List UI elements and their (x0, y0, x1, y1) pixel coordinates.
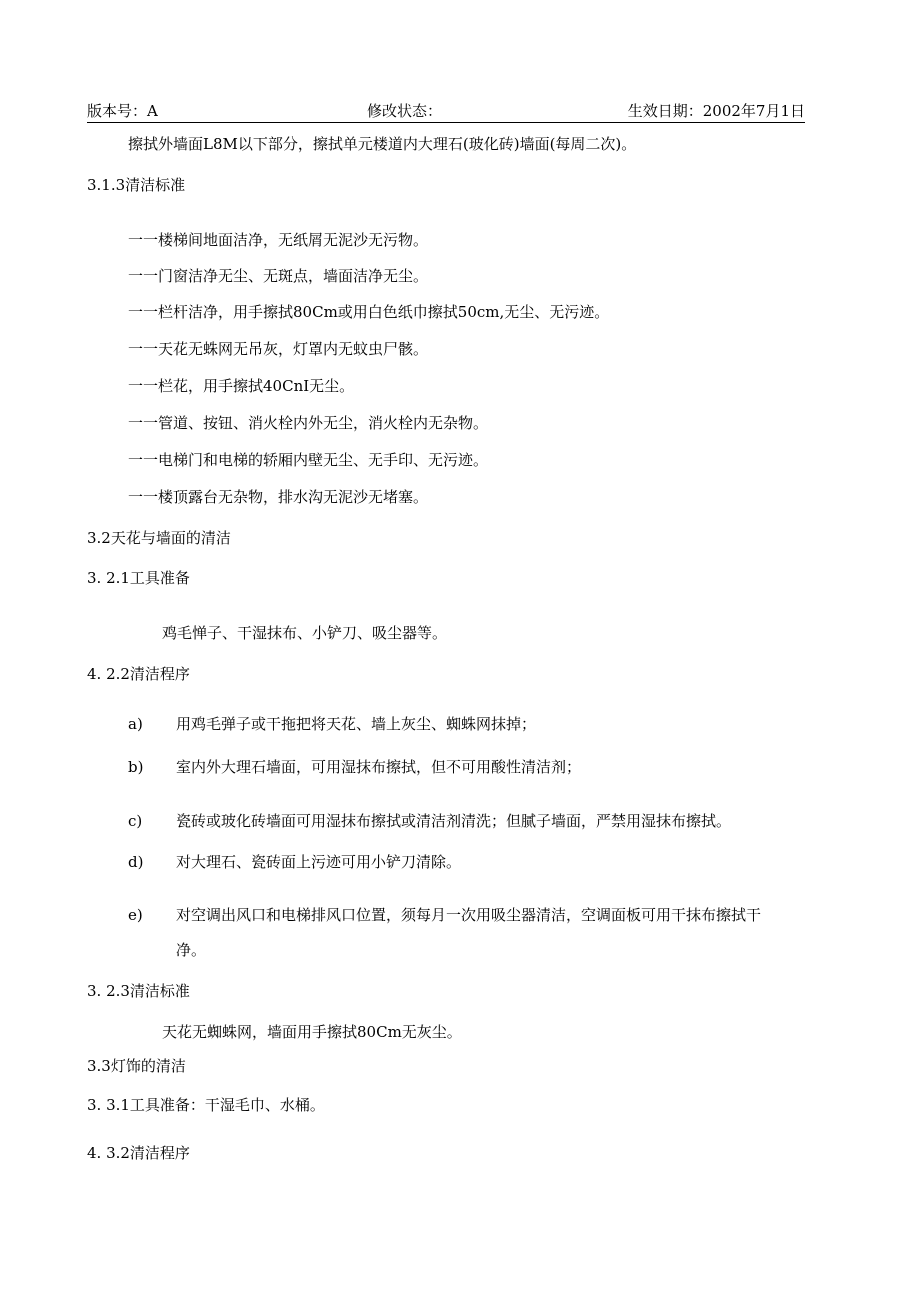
tools-list: 鸡毛惮子、干湿抹布、小铲刀、吸尘器等。 (162, 624, 448, 642)
procedure-step: 用鸡毛弹子或干拖把将天花、墙上灰尘、蜘蛛网抹掉； (176, 715, 537, 733)
section-heading-3-1-3: 3.1.3清洁标准 (87, 176, 186, 194)
list-marker: a) (128, 715, 143, 733)
procedure-step: 瓷砖或玻化砖墙面可用湿抹布擦拭或清洁剂清洗；但腻子墙面，严禁用湿抹布擦拭。 (176, 812, 732, 830)
procedure-step: 对大理石、瓷砖面上污迹可用小铲刀清除。 (176, 853, 462, 871)
standard-item: 一一电梯门和电梯的轿厢内壁无尘、无手印、无污迹。 (128, 451, 489, 469)
standard-item: 一一栏花，用手擦拭40CnI无尘。 (128, 377, 355, 395)
list-marker: c) (128, 812, 143, 830)
list-marker: d) (128, 853, 144, 871)
section-heading-3-2: 3.2天花与墙面的清洁 (87, 529, 231, 547)
procedure-step: 室内外大理石墙面，可用湿抹布擦拭，但不可用酸性清洁剂； (176, 758, 582, 776)
standard-item: 一一楼梯间地面洁净，无纸屑无泥沙无污物。 (128, 231, 429, 249)
subsection-heading-standard: 3. 2.3清洁标准 (87, 982, 190, 1000)
procedure-step-continuation: 净。 (176, 941, 207, 959)
subsection-heading-lamp-tools: 3. 3.1工具准备：干湿毛巾、水桶。 (87, 1096, 325, 1114)
standard-item: 一一门窗洁净无尘、无斑点，墙面洁净无尘。 (128, 267, 429, 285)
subsection-heading-tools: 3. 2.1工具准备 (87, 569, 190, 587)
list-marker: e) (128, 906, 143, 924)
section-heading-3-3: 3.3灯饰的清洁 (87, 1057, 186, 1075)
paragraph-wall-wiping: 擦拭外墙面L8M以下部分，擦拭单元楼道内大理石(玻化砖)墙面(每周二次)。 (128, 135, 637, 153)
effective-date-label: 生效日期：2002年7月1日 (627, 102, 805, 120)
subsection-heading-procedure: 4. 2.2清洁程序 (87, 665, 190, 683)
standard-item: 一一楼顶露台无杂物，排水沟无泥沙无堵塞。 (128, 488, 429, 506)
status-label: 修改状态： (367, 102, 443, 120)
standard-item: 一一天花无蛛网无吊灰，灯罩内无蚊虫尸骸。 (128, 340, 429, 358)
page-header (87, 100, 805, 123)
procedure-step: 对空调出风口和电梯排风口位置，须每月一次用吸尘器清洁，空调面板可用干抹布擦拭干 (176, 906, 762, 924)
standard-text: 天花无蜘蛛网，墙面用手擦拭80Cm无灰尘。 (162, 1023, 462, 1041)
version-label: 版本号：A (87, 102, 158, 120)
standard-item: 一一管道、按钮、消火栓内外无尘，消火栓内无杂物。 (128, 414, 489, 432)
standard-item: 一一栏杆洁净，用手擦拭80Cm或用白色纸巾擦拭50cm,无尘、无污迹。 (128, 303, 610, 321)
list-marker: b) (128, 758, 144, 776)
subsection-heading-lamp-procedure: 4. 3.2清洁程序 (87, 1144, 190, 1162)
